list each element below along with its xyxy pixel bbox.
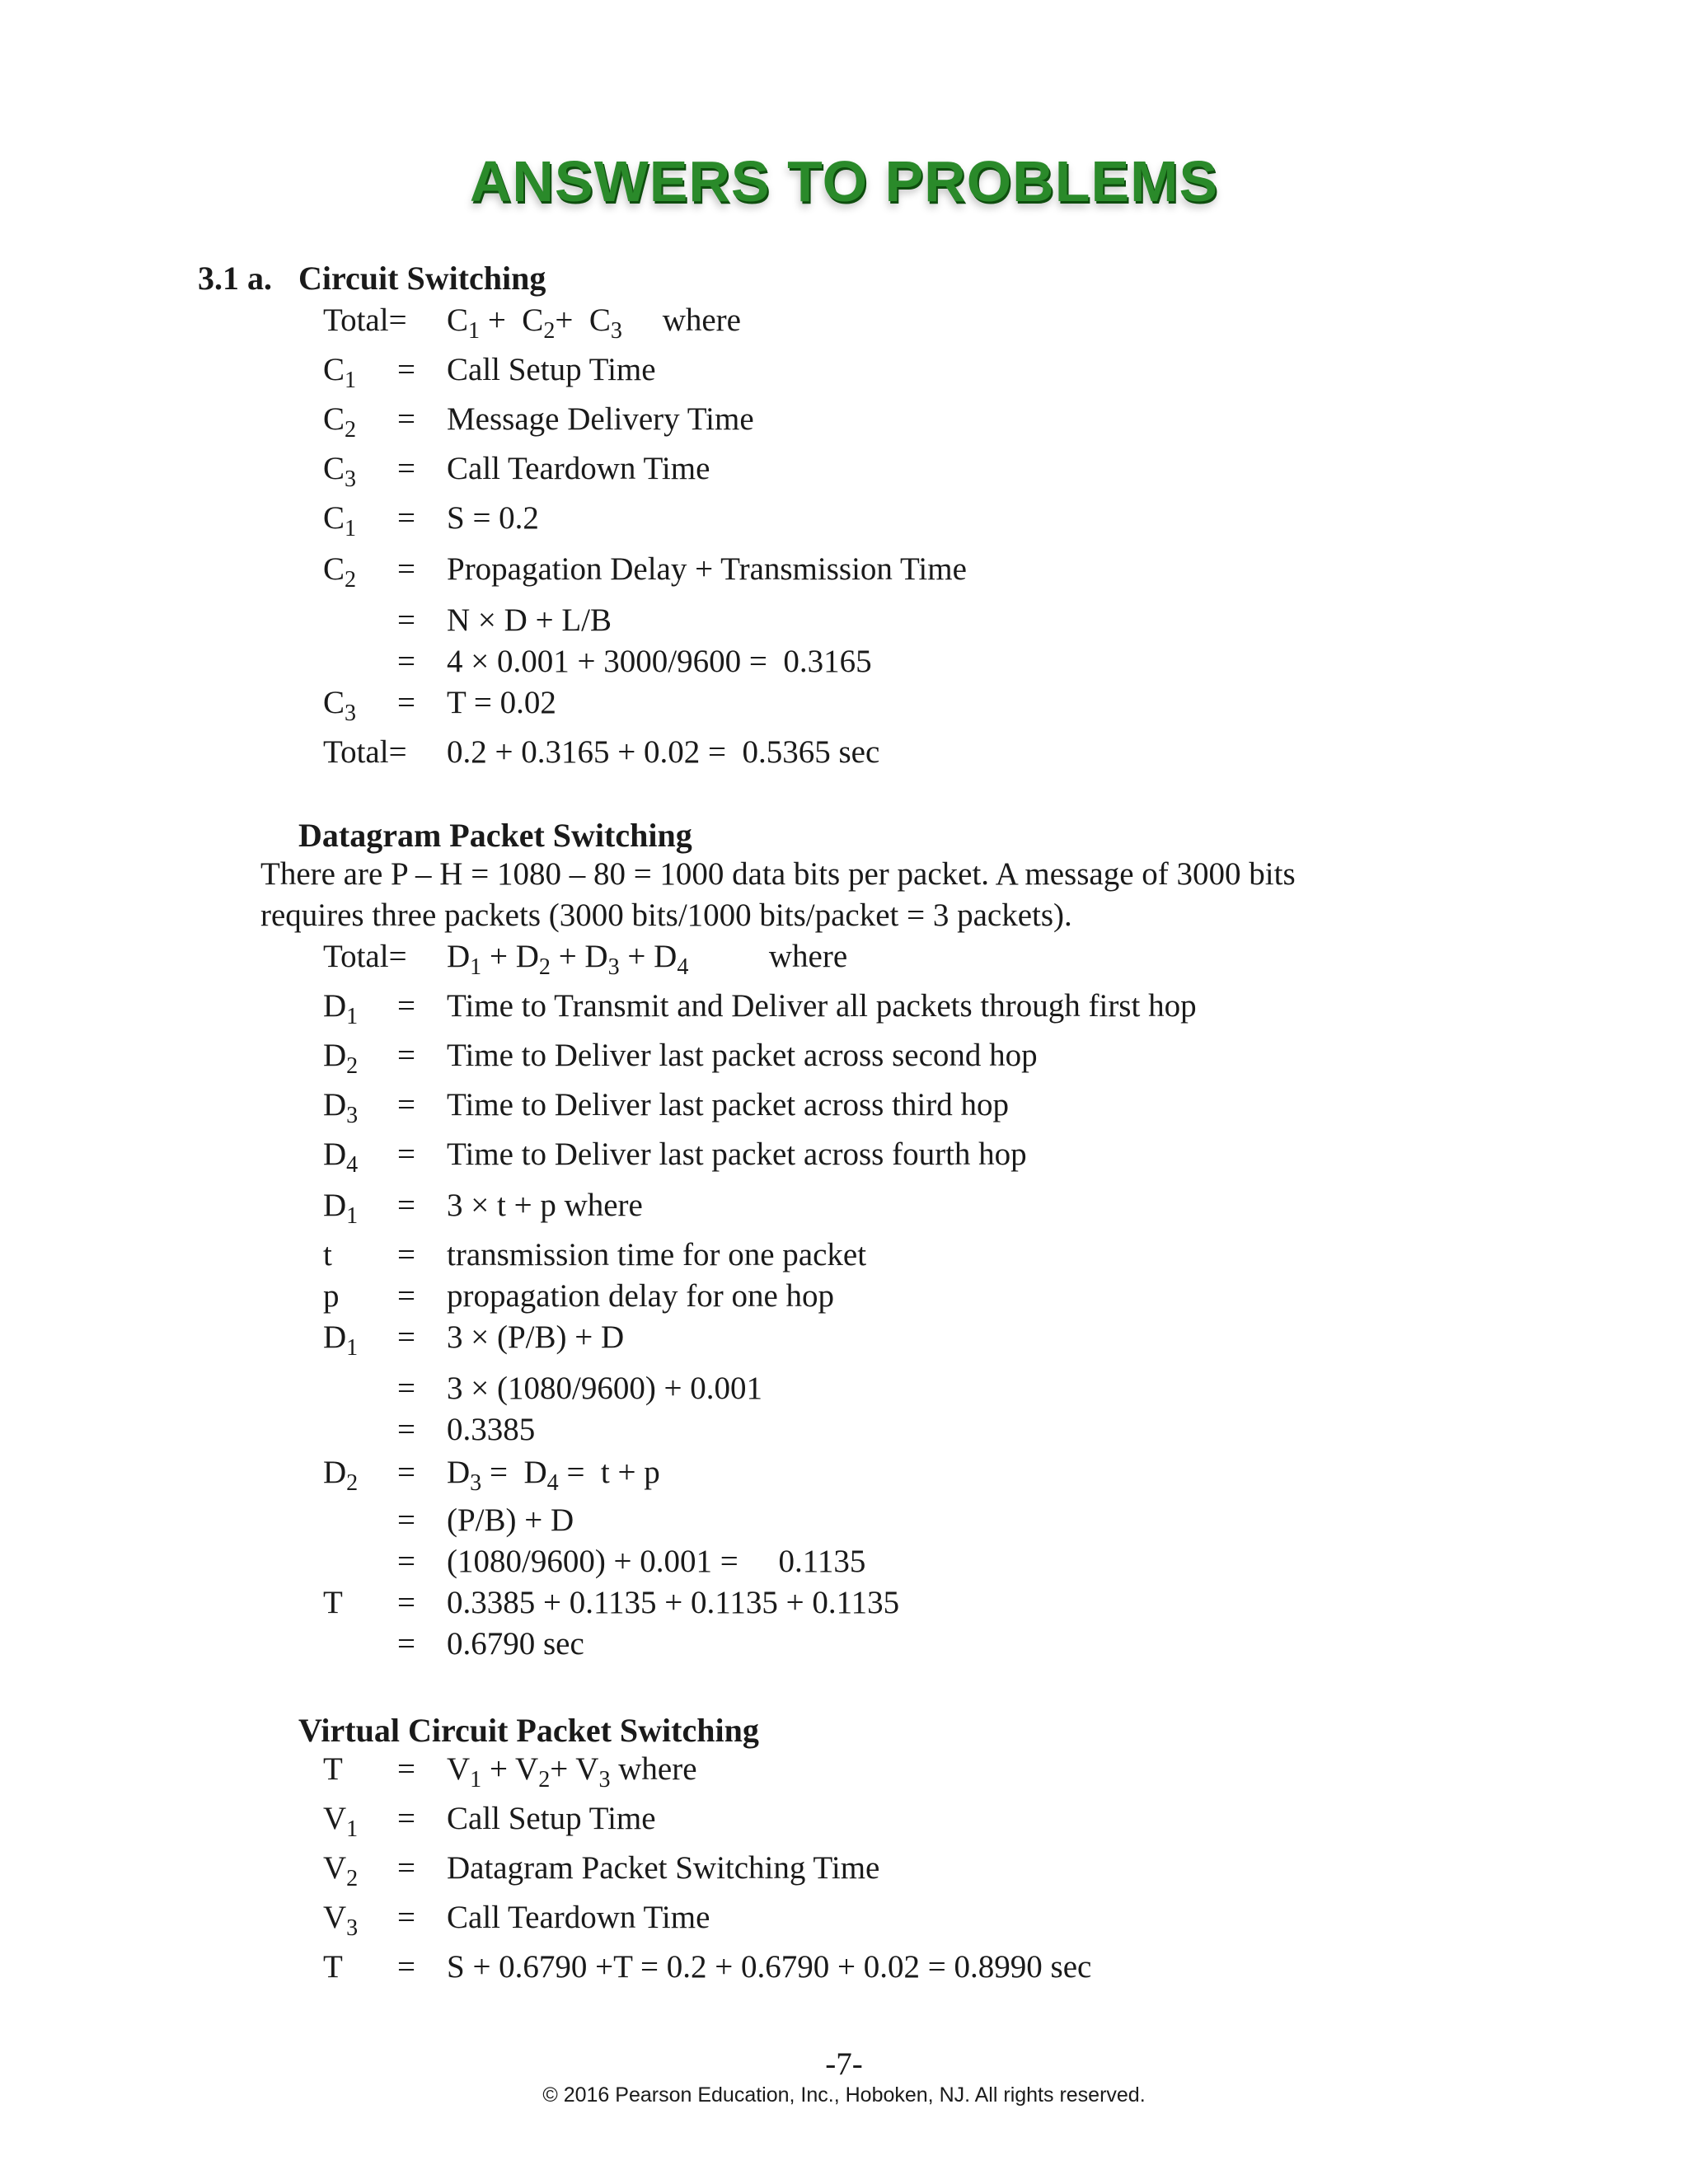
equation-row [0,1136,1688,1182]
equation-rhs: 4 × 0.001 + 3000/9600 = 0.3165 [447,644,872,679]
copyright-notice: © 2016 Pearson Education, Inc., Hoboken, NJ. All rights reserved. [542,2083,1146,2107]
equation-lhs: $C_1$ [323,352,357,393]
equals-sign: = [397,1900,415,1935]
equation-rhs: 0.6790 sec [447,1626,584,1661]
equation-lhs: Total= [323,734,407,770]
datagram-intro-line-1: There are P – H = 1080 – 80 = 1000 data bits per packet. A message of 3000 bits [260,856,1296,892]
equals-sign: = [397,1087,415,1122]
equation-lhs: $D_1$ [323,988,359,1029]
equation-row [0,1411,1688,1457]
equation-lhs: T [323,1585,343,1620]
equation-rhs: 3 × t + p where [447,1188,643,1223]
equation-row [0,987,1688,1033]
equation-row [0,1236,1688,1282]
equation-row [0,1625,1688,1671]
equation-row [0,1370,1688,1416]
equals-sign: = [397,352,415,387]
equals-sign: = [397,551,415,587]
equation-lhs: $C_2$ [323,551,357,593]
equation-row [0,1502,1688,1548]
equation-rhs: 0.2 + 0.3165 + 0.02 = 0.5365 sec [447,734,880,770]
equation-row [0,302,1688,348]
equation-lhs: $D_4$ [323,1137,359,1178]
equation-rhs: $C_1 + C_2+ C_3$ where [447,302,741,344]
equation-lhs: $C_3$ [323,451,357,492]
equation-row [0,1543,1688,1589]
equation-rhs: $D_3 = D_4 = t + p$ [447,1455,660,1496]
equals-sign: = [397,1801,415,1836]
equation-row [0,684,1688,730]
equation-lhs: $V_2$ [323,1850,359,1891]
equals-sign: = [397,1585,415,1620]
equation-rhs: Time to Deliver last packet across third hop [447,1087,1010,1122]
datagram-switching-heading: Datagram Packet Switching [298,817,692,854]
equation-lhs: p [323,1278,340,1314]
equation-lhs: $V_3$ [323,1900,359,1941]
equation-rhs: Time to Deliver last packet across fourth hop [447,1137,1027,1172]
equation-lhs: $D_2$ [323,1038,359,1079]
equation-row [0,1037,1688,1083]
equation-row [0,1948,1688,1994]
equals-sign: = [397,1038,415,1073]
equals-sign: = [397,1455,415,1490]
equation-rhs: Call Teardown Time [447,451,710,486]
equation-rhs: propagation delay for one hop [447,1278,835,1314]
equation-row [0,1277,1688,1324]
equation-row [0,1584,1688,1630]
equation-rhs: $V_1 + V_2+ V_3$ where [447,1751,697,1793]
equation-row [0,602,1688,648]
equation-row [0,499,1688,546]
equation-lhs: $D_1$ [323,1188,359,1229]
equals-sign: = [397,1544,415,1579]
equals-sign: = [397,685,415,720]
equals-sign: = [397,1237,415,1272]
equals-sign: = [397,1188,415,1223]
equals-sign: = [397,451,415,486]
equals-sign: = [397,401,415,437]
page-title: ANSWERS TO PROBLEMS [469,149,1219,213]
equation-rhs: Time to Transmit and Deliver all packets through first hop [447,988,1197,1024]
equation-row [0,551,1688,597]
circuit-switching-heading: Circuit Switching [298,260,546,297]
virtual-circuit-heading: Virtual Circuit Packet Switching [298,1712,759,1749]
equals-sign: = [397,644,415,679]
equation-row [0,450,1688,496]
equation-lhs: $V_1$ [323,1801,359,1842]
equals-sign: = [397,500,415,536]
equation-lhs: Total= [323,302,407,338]
equation-rhs: transmission time for one packet [447,1237,867,1272]
equation-row [0,938,1688,984]
equals-sign: = [397,988,415,1024]
equation-lhs: $D_3$ [323,1087,359,1128]
equation-lhs: $C_3$ [323,685,357,726]
equals-sign: = [397,602,415,638]
equation-row [0,1750,1688,1797]
equation-rhs: Call Setup Time [447,1801,656,1836]
equals-sign: = [397,1412,415,1447]
equation-lhs: T [323,1949,343,1985]
equation-lhs: $D_1$ [323,1319,359,1361]
equals-sign: = [397,1137,415,1172]
equation-lhs: $D_2$ [323,1455,359,1496]
equation-rhs: S = 0.2 [447,500,539,536]
equation-rhs: Message Delivery Time [447,401,754,437]
page-number: -7- [825,2046,863,2082]
equation-rhs: Datagram Packet Switching Time [447,1850,880,1886]
equation-row [0,643,1688,689]
equals-sign: = [397,1278,415,1314]
equation-rhs: Time to Deliver last packet across second hop [447,1038,1038,1073]
equation-rhs: (1080/9600) + 0.001 = 0.1135 [447,1544,866,1579]
equation-rhs: S + 0.6790 +T = 0.2 + 0.6790 + 0.02 = 0.8990 sec [447,1949,1092,1985]
equation-row [0,1849,1688,1896]
equation-rhs: 0.3385 + 0.1135 + 0.1135 + 0.1135 [447,1585,900,1620]
equation-row [0,401,1688,447]
equation-lhs: T [323,1751,343,1787]
equals-sign: = [397,1949,415,1985]
equation-rhs: 0.3385 [447,1412,536,1447]
equation-rhs: Propagation Delay + Transmission Time [447,551,967,587]
problem-number: 3.1 a. [198,260,272,297]
equation-lhs: $C_2$ [323,401,357,443]
equation-lhs: $C_1$ [323,500,357,541]
datagram-intro-line-2: requires three packets (3000 bits/1000 bits/packet = 3 packets). [260,898,1072,933]
equation-row [0,351,1688,397]
equals-sign: = [397,1502,415,1538]
equation-lhs: Total= [323,939,407,974]
equation-rhs: T = 0.02 [447,685,556,720]
equation-row [0,1086,1688,1132]
equals-sign: = [397,1751,415,1787]
equals-sign: = [397,1319,415,1355]
equals-sign: = [397,1850,415,1886]
equation-rhs: 3 × (1080/9600) + 0.001 [447,1371,763,1406]
equation-rhs: Call Teardown Time [447,1900,710,1935]
equation-row [0,1319,1688,1365]
equals-sign: = [397,1626,415,1661]
equation-row [0,1187,1688,1233]
equation-lhs: t [323,1237,332,1272]
equation-row [0,733,1688,780]
equation-rhs: Call Setup Time [447,352,656,387]
equation-row [0,1800,1688,1846]
equation-rhs: $D_1 + D_2 + D_3 + D_4$ where [447,939,848,980]
equation-row [0,1454,1688,1500]
equation-rhs: N × D + L/B [447,602,612,638]
equals-sign: = [397,1371,415,1406]
equation-rhs: (P/B) + D [447,1502,574,1538]
equation-rhs: 3 × (P/B) + D [447,1319,625,1355]
equation-row [0,1899,1688,1945]
